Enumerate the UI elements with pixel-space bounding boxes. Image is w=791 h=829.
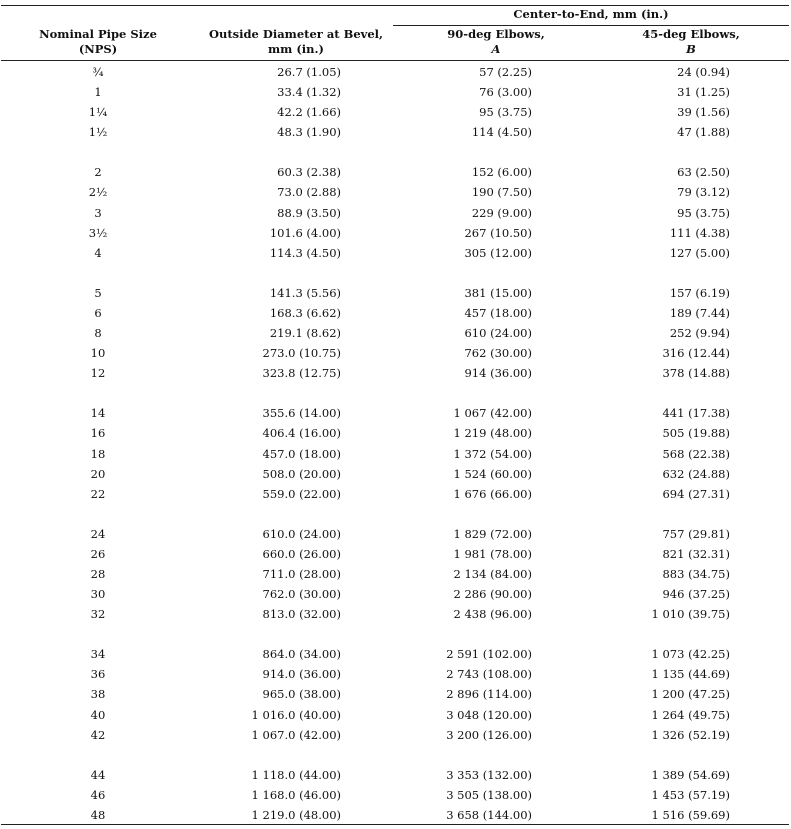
cell-outside-diameter: 141.3 (5.56) bbox=[269, 285, 341, 300]
cell-45-deg: 252 (9.94) bbox=[669, 326, 730, 341]
cell-outside-diameter: 813.0 (32.00) bbox=[262, 607, 341, 622]
cell-nps: 10 bbox=[90, 346, 106, 361]
cell-90-deg: 95 (3.75) bbox=[479, 105, 532, 120]
cell-45-deg: 31 (1.25) bbox=[677, 85, 730, 100]
cell-90-deg: 2 591 (102.00) bbox=[446, 647, 532, 662]
cell-outside-diameter: 660.0 (26.00) bbox=[262, 546, 341, 561]
header-center-to-end-label: Center-to-End, mm (in.) bbox=[513, 7, 669, 21]
cell-90-deg: 190 (7.50) bbox=[471, 185, 532, 200]
cell-outside-diameter: 508.0 (20.00) bbox=[262, 466, 341, 481]
header-od-line2: mm (in.) bbox=[268, 42, 324, 56]
cell-outside-diameter: 864.0 (34.00) bbox=[262, 647, 341, 662]
cell-outside-diameter: 406.4 (16.00) bbox=[262, 426, 341, 441]
cell-90-deg: 267 (10.50) bbox=[464, 225, 532, 240]
cell-90-deg: 229 (9.00) bbox=[471, 205, 532, 220]
header-b-line1: 45-deg Elbows, bbox=[642, 27, 740, 41]
cell-nps: 44 bbox=[90, 767, 106, 782]
cell-45-deg: 39 (1.56) bbox=[677, 105, 730, 120]
cell-45-deg: 316 (12.44) bbox=[662, 346, 730, 361]
center-to-end-rule bbox=[393, 25, 789, 26]
cell-outside-diameter: 965.0 (38.00) bbox=[262, 687, 341, 702]
cell-45-deg: 1 010 (39.75) bbox=[651, 607, 730, 622]
cell-nps: 8 bbox=[94, 326, 102, 341]
table-row bbox=[0, 363, 791, 383]
cell-45-deg: 883 (34.75) bbox=[662, 566, 730, 581]
cell-outside-diameter: 1 016.0 (40.00) bbox=[251, 707, 341, 722]
cell-nps: 16 bbox=[90, 426, 106, 441]
cell-45-deg: 79 (3.12) bbox=[677, 185, 730, 200]
cell-outside-diameter: 457.0 (18.00) bbox=[262, 446, 341, 461]
cell-outside-diameter: 1 168.0 (46.00) bbox=[251, 787, 341, 802]
cell-45-deg: 111 (4.38) bbox=[669, 225, 730, 240]
cell-nps: 28 bbox=[90, 566, 106, 581]
cell-90-deg: 1 981 (78.00) bbox=[453, 546, 532, 561]
cell-90-deg: 76 (3.00) bbox=[479, 85, 532, 100]
cell-nps: 30 bbox=[90, 587, 106, 602]
cell-nps: 3½ bbox=[88, 225, 108, 240]
cell-90-deg: 1 067 (42.00) bbox=[453, 406, 532, 421]
cell-90-deg: 3 048 (120.00) bbox=[446, 707, 532, 722]
cell-90-deg: 3 505 (138.00) bbox=[446, 787, 532, 802]
cell-outside-diameter: 711.0 (28.00) bbox=[262, 566, 341, 581]
cell-90-deg: 2 438 (96.00) bbox=[453, 607, 532, 622]
table-row bbox=[0, 544, 791, 564]
cell-outside-diameter: 355.6 (14.00) bbox=[262, 406, 341, 421]
cell-45-deg: 694 (27.31) bbox=[662, 486, 730, 501]
table-row bbox=[0, 122, 791, 142]
cell-nps: 40 bbox=[90, 707, 106, 722]
table-row bbox=[0, 303, 791, 323]
cell-90-deg: 1 524 (60.00) bbox=[453, 466, 532, 481]
table-row bbox=[0, 705, 791, 725]
cell-outside-diameter: 1 067.0 (42.00) bbox=[251, 727, 341, 742]
cell-nps: 12 bbox=[90, 366, 106, 381]
cell-45-deg: 378 (14.88) bbox=[662, 366, 730, 381]
cell-outside-diameter: 559.0 (22.00) bbox=[262, 486, 341, 501]
table-row bbox=[0, 283, 791, 303]
cell-90-deg: 305 (12.00) bbox=[464, 245, 532, 260]
cell-45-deg: 632 (24.88) bbox=[662, 466, 730, 481]
header-od-line1: Outside Diameter at Bevel, bbox=[208, 27, 384, 41]
table-row bbox=[0, 725, 791, 745]
table-row bbox=[0, 162, 791, 182]
table-top-rule bbox=[1, 5, 789, 6]
cell-outside-diameter: 88.9 (3.50) bbox=[277, 205, 341, 220]
cell-nps: 32 bbox=[90, 607, 106, 622]
cell-45-deg: 1 200 (47.25) bbox=[651, 687, 730, 702]
table-row bbox=[0, 323, 791, 343]
cell-nps: 1½ bbox=[88, 125, 108, 140]
cell-nps: 5 bbox=[94, 285, 102, 300]
cell-nps: 48 bbox=[90, 807, 106, 822]
cell-45-deg: 24 (0.94) bbox=[677, 65, 730, 79]
cell-outside-diameter: 610.0 (24.00) bbox=[262, 526, 341, 541]
cell-90-deg: 57 (2.25) bbox=[479, 65, 532, 79]
cell-outside-diameter: 168.3 (6.62) bbox=[269, 305, 341, 320]
cell-45-deg: 441 (17.38) bbox=[662, 406, 730, 421]
header-bottom-rule bbox=[1, 60, 789, 61]
table-row bbox=[0, 444, 791, 464]
header-45-deg-elbows bbox=[596, 27, 786, 57]
table-row bbox=[0, 223, 791, 243]
cell-outside-diameter: 323.8 (12.75) bbox=[262, 366, 341, 381]
cell-nps: 6 bbox=[94, 305, 102, 320]
cell-nps: 4 bbox=[94, 245, 102, 260]
cell-45-deg: 1 326 (52.19) bbox=[651, 727, 730, 742]
cell-45-deg: 127 (5.00) bbox=[669, 245, 730, 260]
cell-90-deg: 2 134 (84.00) bbox=[453, 566, 532, 581]
table-row bbox=[0, 524, 791, 544]
cell-outside-diameter: 26.7 (1.05) bbox=[277, 65, 341, 79]
cell-nps: 14 bbox=[90, 406, 106, 421]
table-row bbox=[0, 664, 791, 684]
header-a-line1: 90-deg Elbows, bbox=[447, 27, 545, 41]
table-row bbox=[0, 343, 791, 363]
table-row bbox=[0, 564, 791, 584]
cell-45-deg: 63 (2.50) bbox=[677, 165, 730, 180]
cell-90-deg: 2 286 (90.00) bbox=[453, 587, 532, 602]
header-90-deg-elbows bbox=[396, 27, 596, 57]
cell-90-deg: 457 (18.00) bbox=[464, 305, 532, 320]
cell-outside-diameter: 60.3 (2.38) bbox=[277, 165, 341, 180]
cell-45-deg: 189 (7.44) bbox=[669, 305, 730, 320]
cell-45-deg: 1 264 (49.75) bbox=[651, 707, 730, 722]
cell-outside-diameter: 914.0 (36.00) bbox=[262, 667, 341, 682]
table-row bbox=[0, 423, 791, 443]
table-row bbox=[0, 203, 791, 223]
cell-outside-diameter: 219.1 (8.62) bbox=[269, 326, 341, 341]
cell-45-deg: 1 073 (42.25) bbox=[651, 647, 730, 662]
cell-90-deg: 114 (4.50) bbox=[471, 125, 532, 140]
cell-nps: ¾ bbox=[92, 65, 104, 79]
table-row bbox=[0, 62, 791, 82]
cell-90-deg: 2 743 (108.00) bbox=[446, 667, 532, 682]
cell-90-deg: 1 219 (48.00) bbox=[453, 426, 532, 441]
table-row bbox=[0, 464, 791, 484]
cell-nps: 38 bbox=[90, 687, 106, 702]
cell-45-deg: 505 (19.88) bbox=[662, 426, 730, 441]
cell-45-deg: 568 (22.38) bbox=[662, 446, 730, 461]
header-outside-diameter bbox=[196, 27, 396, 57]
cell-outside-diameter: 273.0 (10.75) bbox=[262, 346, 341, 361]
cell-45-deg: 1 516 (59.69) bbox=[651, 807, 730, 822]
cell-outside-diameter: 33.4 (1.32) bbox=[277, 85, 341, 100]
table-body bbox=[0, 62, 791, 825]
cell-45-deg: 821 (32.31) bbox=[662, 546, 730, 561]
table-row bbox=[0, 243, 791, 263]
cell-outside-diameter: 48.3 (1.90) bbox=[277, 125, 341, 140]
cell-nps: 2½ bbox=[88, 185, 108, 200]
cell-90-deg: 3 658 (144.00) bbox=[446, 807, 532, 822]
table-row bbox=[0, 684, 791, 704]
cell-45-deg: 157 (6.19) bbox=[669, 285, 730, 300]
cell-nps: 20 bbox=[90, 466, 106, 481]
cell-45-deg: 1 453 (57.19) bbox=[651, 787, 730, 802]
header-nps-line2: (NPS) bbox=[78, 42, 118, 56]
cell-nps: 18 bbox=[90, 446, 106, 461]
cell-90-deg: 914 (36.00) bbox=[464, 366, 532, 381]
cell-nps: 24 bbox=[90, 526, 106, 541]
table-row bbox=[0, 785, 791, 805]
cell-90-deg: 1 372 (54.00) bbox=[453, 446, 532, 461]
cell-90-deg: 152 (6.00) bbox=[471, 165, 532, 180]
cell-outside-diameter: 73.0 (2.88) bbox=[277, 185, 341, 200]
cell-nps: 26 bbox=[90, 546, 106, 561]
table-row bbox=[0, 82, 791, 102]
header-nps bbox=[0, 27, 196, 57]
cell-nps: 3 bbox=[94, 205, 102, 220]
cell-nps: 36 bbox=[90, 667, 106, 682]
table-row bbox=[0, 484, 791, 504]
cell-45-deg: 1 389 (54.69) bbox=[651, 767, 730, 782]
header-a-line2: A bbox=[491, 42, 501, 56]
table-row bbox=[0, 102, 791, 122]
cell-outside-diameter: 114.3 (4.50) bbox=[269, 245, 341, 260]
cell-nps: 1¼ bbox=[88, 105, 108, 120]
cell-45-deg: 95 (3.75) bbox=[677, 205, 730, 220]
table-row bbox=[0, 182, 791, 202]
table-row bbox=[0, 403, 791, 423]
cell-90-deg: 1 676 (66.00) bbox=[453, 486, 532, 501]
cell-45-deg: 1 135 (44.69) bbox=[651, 667, 730, 682]
cell-outside-diameter: 42.2 (1.66) bbox=[277, 105, 341, 120]
cell-45-deg: 946 (37.25) bbox=[662, 587, 730, 602]
cell-90-deg: 2 896 (114.00) bbox=[446, 687, 532, 702]
cell-90-deg: 3 200 (126.00) bbox=[446, 727, 532, 742]
cell-outside-diameter: 1 219.0 (48.00) bbox=[251, 807, 341, 822]
cell-90-deg: 762 (30.00) bbox=[464, 346, 532, 361]
header-b-line2: B bbox=[686, 42, 696, 56]
cell-nps: 22 bbox=[90, 486, 106, 501]
cell-nps: 46 bbox=[90, 787, 106, 802]
cell-45-deg: 47 (1.88) bbox=[677, 125, 730, 140]
cell-outside-diameter: 762.0 (30.00) bbox=[262, 587, 341, 602]
table-row bbox=[0, 765, 791, 785]
cell-nps: 42 bbox=[90, 727, 106, 742]
cell-nps: 2 bbox=[94, 165, 102, 180]
cell-90-deg: 381 (15.00) bbox=[464, 285, 532, 300]
cell-nps: 1 bbox=[94, 85, 102, 100]
cell-45-deg: 757 (29.81) bbox=[662, 526, 730, 541]
cell-outside-diameter: 1 118.0 (44.00) bbox=[251, 767, 341, 782]
table-row bbox=[0, 604, 791, 624]
header-nps-line1: Nominal Pipe Size bbox=[39, 27, 157, 41]
table-row bbox=[0, 805, 791, 825]
header-center-to-end bbox=[393, 7, 789, 22]
cell-90-deg: 610 (24.00) bbox=[464, 326, 532, 341]
cell-90-deg: 1 829 (72.00) bbox=[453, 526, 532, 541]
table-row bbox=[0, 644, 791, 664]
cell-outside-diameter: 101.6 (4.00) bbox=[269, 225, 341, 240]
cell-nps: 34 bbox=[90, 647, 106, 662]
table-row bbox=[0, 584, 791, 604]
cell-90-deg: 3 353 (132.00) bbox=[446, 767, 532, 782]
